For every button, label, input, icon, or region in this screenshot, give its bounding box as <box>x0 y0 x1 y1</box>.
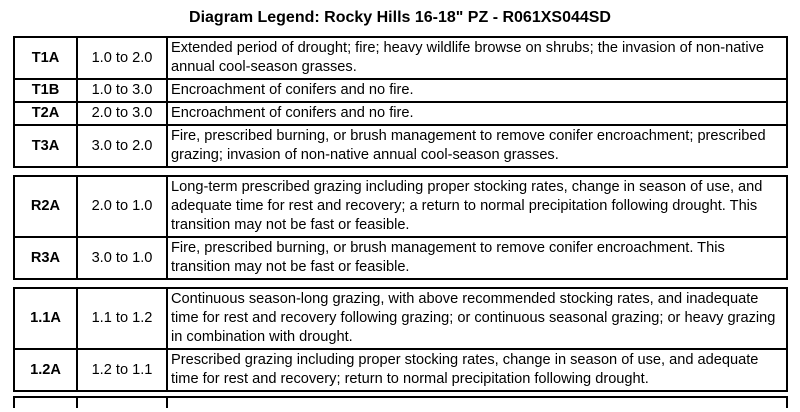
transition-code: R2A <box>14 176 77 237</box>
legend-table-restorations <box>13 175 788 280</box>
table-row <box>14 79 787 102</box>
legend-table-community-pathways <box>13 287 788 392</box>
table-row <box>14 37 787 79</box>
transition-description: Long-term prescribed grazing including proper stocking rates, change in season of use, and adequate time for rest and recovery; a return to normal precipitation following drought. This transition may not be fast or feasible. <box>167 176 787 237</box>
transition-code: 1.2A <box>14 349 77 391</box>
transition-description: Continuous season-long grazing, with above recommended stocking rates, and inadequate time for rest and recovery following grazing; or continuous seasonal grazing; or heavy grazing in combination with drought. <box>167 288 787 349</box>
page <box>0 9 800 412</box>
table-row <box>14 288 787 349</box>
table-row <box>14 237 787 279</box>
partial-column-border <box>166 398 168 408</box>
transition-description: Encroachment of conifers and no fire. <box>167 79 787 102</box>
transition-code: R3A <box>14 237 77 279</box>
transition-description: Encroachment of conifers and no fire. <box>167 102 787 125</box>
transition-description: Extended period of drought; fire; heavy wildlife browse on shrubs; the invasion of non-native annual cool-season grasses. <box>167 37 787 79</box>
transition-range: 1.0 to 2.0 <box>77 37 167 79</box>
transition-code: T1B <box>14 79 77 102</box>
transition-code: 1.1A <box>14 288 77 349</box>
next-table-partial <box>13 396 788 408</box>
transition-description: Fire, prescribed burning, or brush management to remove conifer encroachment. This transition may not be fast or feasible. <box>167 237 787 279</box>
table-row <box>14 125 787 167</box>
table-row <box>14 102 787 125</box>
table-row <box>14 349 787 391</box>
partial-column-border <box>76 398 78 408</box>
transition-range: 1.1 to 1.2 <box>77 288 167 349</box>
transition-description: Fire, prescribed burning, or brush management to remove conifer encroachment; prescribed grazing; invasion of non-native annual cool-season grasses. <box>167 125 787 167</box>
transition-description: Prescribed grazing including proper stocking rates, change in season of use, and adequate time for rest and recovery; return to normal precipitation following drought. <box>167 349 787 391</box>
transition-code: T1A <box>14 37 77 79</box>
transition-range: 1.0 to 3.0 <box>77 79 167 102</box>
page-title: Diagram Legend: Rocky Hills 16-18" PZ - R061XS044SD <box>189 9 611 26</box>
transition-range: 1.2 to 1.1 <box>77 349 167 391</box>
legend-table-transitions <box>13 36 788 168</box>
transition-range: 3.0 to 2.0 <box>77 125 167 167</box>
transition-code: T2A <box>14 102 77 125</box>
transition-range: 3.0 to 1.0 <box>77 237 167 279</box>
transition-range: 2.0 to 3.0 <box>77 102 167 125</box>
transition-range: 2.0 to 1.0 <box>77 176 167 237</box>
transition-code: T3A <box>14 125 77 167</box>
table-row <box>14 176 787 237</box>
